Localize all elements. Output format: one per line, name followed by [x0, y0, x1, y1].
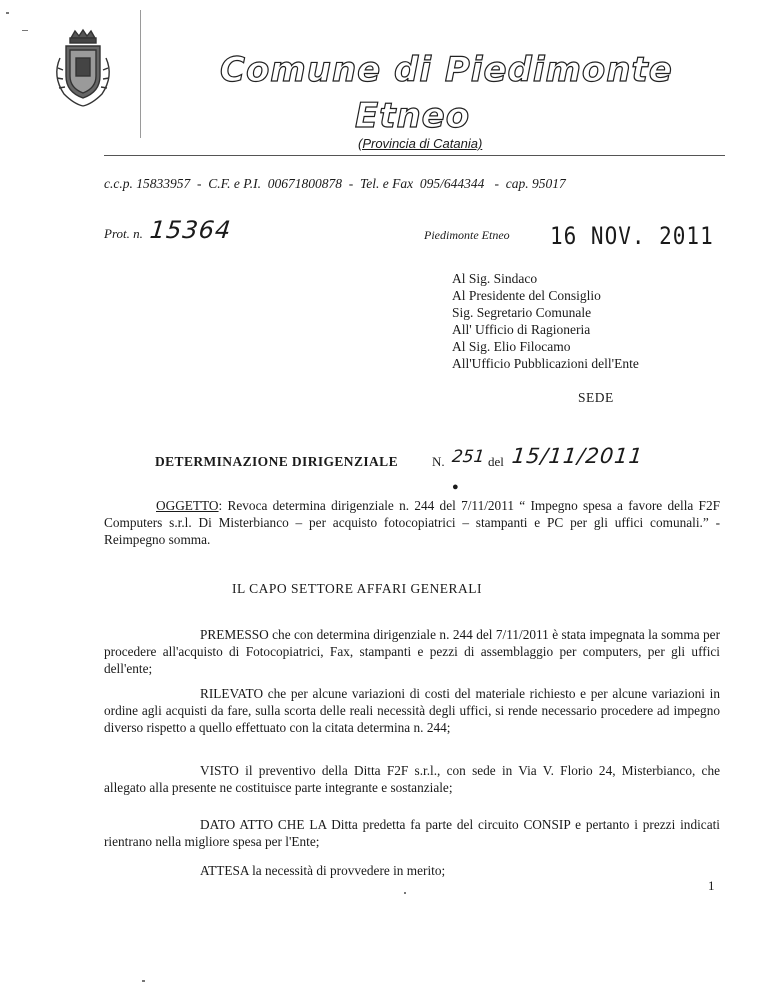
- paragraph-text: PREMESSO che con determina dirigenziale n. 244 del 7/11/2011 è stata impegnata la somma per procedere all'acquisto di Fotocopiatrici, Fax, stampanti e pezzi di assemblaggio per computers, per gli uffici dell'ente;: [104, 627, 720, 676]
- scan-speck: [22, 30, 28, 31]
- sede-label: SEDE: [578, 390, 614, 405]
- subject-block: [104, 497, 720, 548]
- addressee-item: Al Presidente del Consiglio: [452, 288, 601, 303]
- protocol-label: Prot. n.: [104, 226, 143, 241]
- page-number: 1: [708, 878, 715, 893]
- determination-number-prefix: [432, 454, 445, 470]
- paragraph-text: RILEVATO che per alcune variazioni di costi del materiale richiesto e per alcune variazioni in ordine agli acquisti da fare, sulla scorta delle reali necessità degli uffici, si rende necessario procedere ad impegno diverso rispetto a quello effettuato con la citata determina n. 244;: [104, 686, 720, 735]
- letterhead-divider: [140, 10, 141, 138]
- scan-speck: [6, 12, 9, 14]
- paragraph-text: VISTO il preventivo della Ditta F2F s.r.l., con sede in Via V. Florio 24, Misterbianco, che allegato alla presente ne costituisce parte integrante e sostanziale;: [104, 763, 720, 795]
- determination-number: 251: [450, 447, 486, 467]
- determination-date: 15/11/2011: [510, 444, 645, 468]
- paragraph: [104, 685, 720, 736]
- paragraph-text: ATTESA la necessità di provvedere in merito;: [200, 863, 446, 878]
- determination-label: DETERMINAZIONE DIRIGENZIALE: [155, 454, 398, 469]
- paragraph: [104, 862, 720, 879]
- addressee-list: [452, 270, 639, 372]
- paragraph: [104, 626, 720, 677]
- addressee-item: Al Sig. Elio Filocamo: [452, 339, 571, 354]
- section-heading: IL CAPO SETTORE AFFARI GENERALI: [232, 581, 483, 596]
- number-prefix: N.: [432, 454, 445, 469]
- addressee-item: Sig. Segretario Comunale: [452, 305, 592, 320]
- addressee-item: All'Ufficio Pubblicazioni dell'Ente: [452, 356, 639, 371]
- addressee-item: Al Sig. Sindaco: [452, 271, 538, 286]
- subject-label: OGGETTO: [156, 498, 219, 513]
- date-prefix: del: [488, 454, 504, 469]
- subject-text: : Revoca determina dirigenziale n. 244 del 7/11/2011 “ Impegno spesa a favore della F2F Computers s.r.l. Di Misterbianco – per acquisto fotocopiatrici – stampanti e PC per gli uffici comunali.” - Reimpegno somma.: [104, 498, 720, 547]
- paragraph: [104, 816, 720, 850]
- scan-speck: [404, 892, 406, 894]
- paragraph-text: DATO ATTO CHE LA Ditta predetta fa parte del circuito CONSIP e pertanto i prezzi indicati rientrano nella migliore spesa per l'Ente;: [104, 817, 720, 849]
- scan-speck: [142, 980, 145, 982]
- addressee-item: All' Ufficio di Ragioneria: [452, 322, 591, 337]
- municipality-title: Comune di Piedimonte: [220, 50, 673, 90]
- handwritten-mark: ●: [452, 481, 459, 493]
- contact-line: c.c.p. 15833957 - C.F. e P.I. 00671800878 - Tel. e Fax 095/644344 - cap. 95017: [104, 176, 566, 191]
- letterhead-rule: [104, 155, 725, 156]
- municipal-crest-icon: [48, 28, 118, 110]
- protocol-number: 15364: [148, 216, 233, 244]
- province-label: (Provincia di Catania): [358, 136, 483, 151]
- date-stamp: 16 NOV. 2011: [550, 222, 714, 250]
- municipality-title-line2: Etneo: [355, 96, 471, 136]
- paragraph: [104, 762, 720, 796]
- place-label: Piedimonte Etneo: [424, 228, 510, 242]
